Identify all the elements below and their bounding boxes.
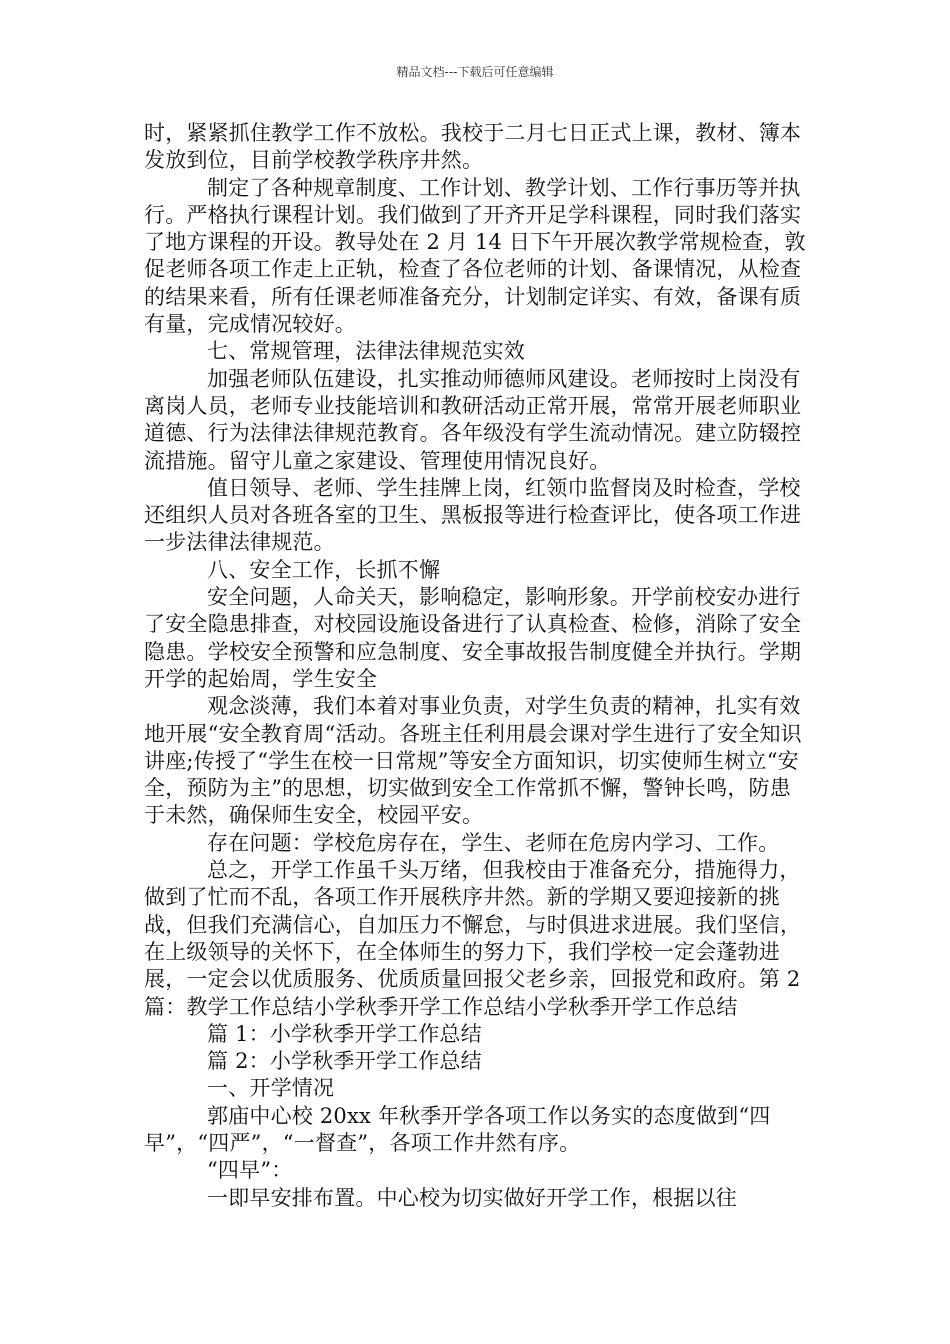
paragraph: 安全问题，人命关天，影响稳定，影响形象。开学前校安办进行了安全隐患排查，对校园设施设备进行了认真检查、检修，消除了安全隐患。学校安全预警和应急制度、安全事故报告制度健全并执行。学期开学的起始周，学生安全 [144, 585, 802, 691]
subtitle-line: 篇 2：小学秋季开学工作总结 [207, 1049, 482, 1074]
paragraph: 时，紧紧抓住教学工作不放松。我校于二月七日正式上课，教材、簿本发放到位，目前学校教学秩序井然。 [144, 121, 802, 173]
paragraph: 存在问题：学校危房存在，学生、老师在危房内学习、工作。 [207, 830, 780, 855]
paragraph: 值日领导、老师、学生挂牌上岗，红领巾监督岗及时检查，学校还组织人员对各班各室的卫生、黑板报等进行检查评比，使各项工作进一步法律法律规范。 [144, 475, 802, 555]
paragraph: 加强老师队伍建设，扎实推动师德师风建设。老师按时上岗没有离岗人员，老师专业技能培训和教研活动正常开展，常常开展老师职业道德、行为法律法律规范教育。各年级没有学生流动情况。建立防辍控流措施。留守儿童之家建设、管理使用情况良好。 [144, 366, 802, 473]
section-heading: 一、开学情况 [207, 1076, 335, 1101]
paragraph: 郭庙中心校 20xx 年秋季开学各项工作以务实的态度做到“四早”，“四严”，“一督查”，各项工作井然有序。 [144, 1103, 771, 1155]
paragraph: 观念淡薄，我们本着对事业负责，对学生负责的精神，扎实有效地开展“安全教育周“活动。各班主任利用晨会课对学生进行了安全知识讲座;传授了“学生在校一日常规”等安全方面知识，切实使师生树立“安全，预防为主”的思想，切实做到安全工作常抓不懈，警钟长鸣，防患于未然，确保师生安全，校园平安。 [144, 694, 802, 828]
section-heading: 八、安全工作，长抓不懈 [207, 557, 441, 582]
section-heading: 七、常规管理，法律法律规范实效 [207, 339, 525, 364]
paragraph: 一即早安排布置。中心校为切实做好开学工作，根据以往 [207, 1185, 737, 1210]
paragraph: 总之，开学工作虽千头万绪，但我校由于准备充分，措施得力，做到了忙而不乱，各项工作开展秩序井然。新的学期又要迎接新的挑战，但我们充满信心，自加压力不懈怠，与时俱进求进展。我们坚信，在上级领导的关怀下，在全体师生的努力下，我们学校一定会蓬勃进展，一定会以优质服务、优质质量回报父老乡亲，回报党和政府。第 2 篇：教学工作总结小学秋季开学工作总结小学秋季开学工作总结 [144, 858, 802, 1019]
document-body [144, 120, 808, 1212]
subtitle-line: 篇 1：小学秋季开学工作总结 [207, 1021, 482, 1046]
page-header: 精品文档---下载后可任意编辑 [396, 65, 554, 79]
paragraph: 制定了各种规章制度、工作计划、教学计划、工作行事历等并执行。严格执行课程计划。我们做到了开齐开足学科课程，同时我们落实了地方课程的开设。教导处在 2 月 14 日下午开展次教学常规检查，敦促老师各项工作走上正轨，检查了各位老师的计划、备课情况，从检查的结果来看，所有任课老师准备充分，计划制定详实、有效，备课有质有量，完成情况较好。 [144, 175, 806, 337]
paragraph: “四早”： [207, 1158, 293, 1183]
